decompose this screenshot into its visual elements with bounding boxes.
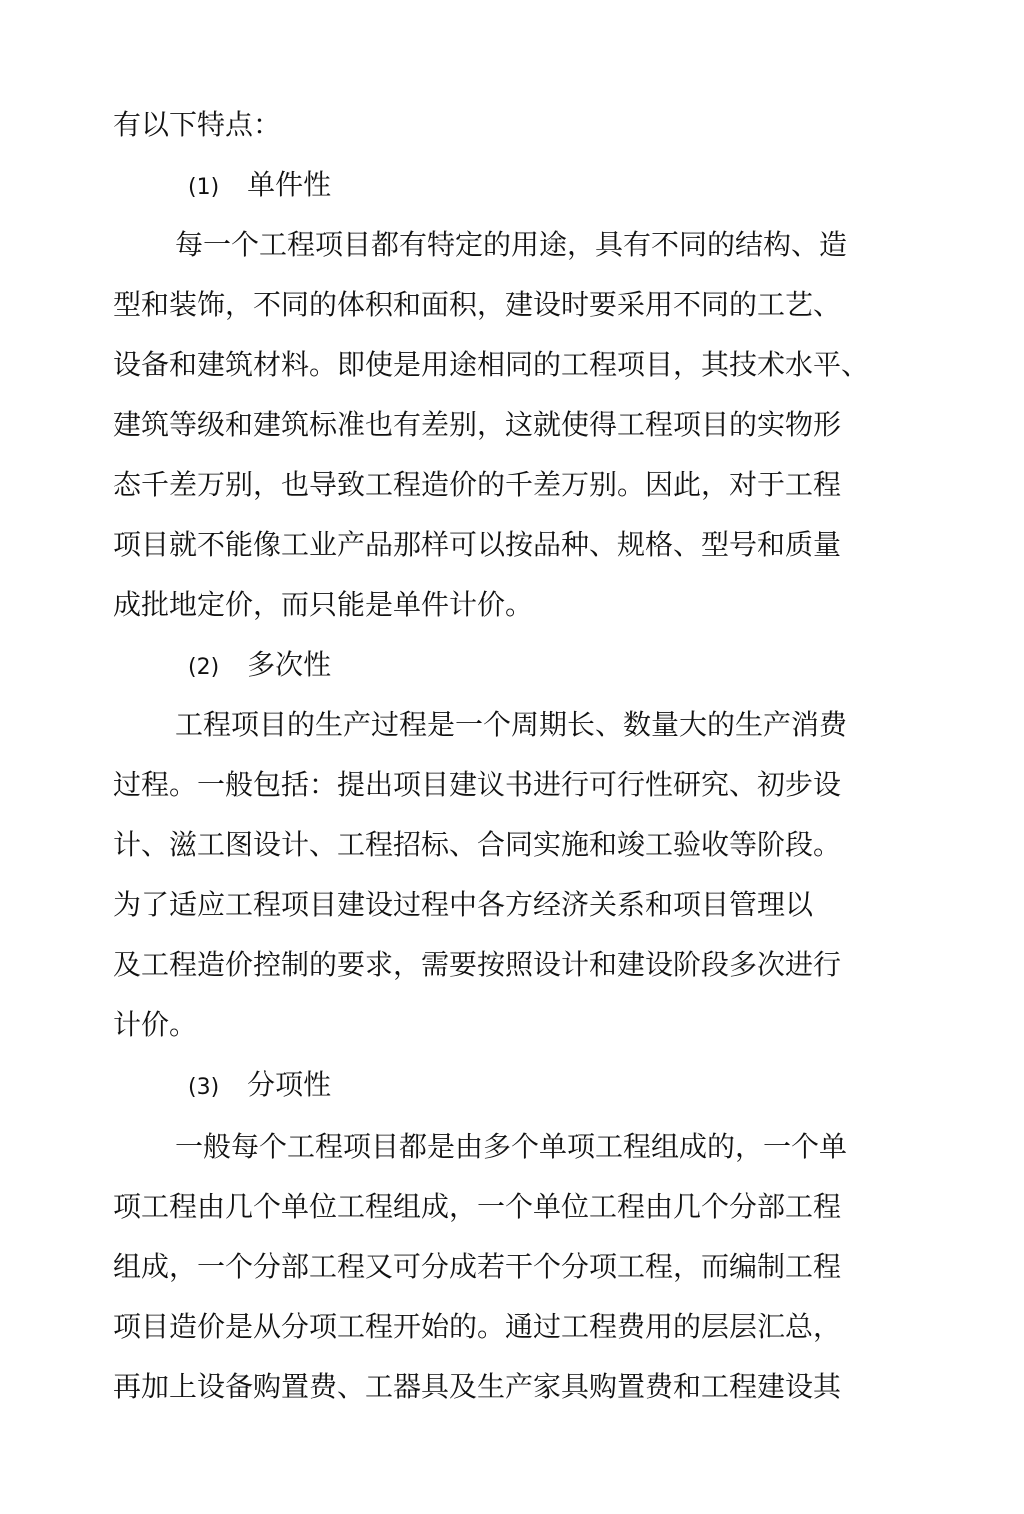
section-title: 单件性 (247, 168, 332, 201)
intro-line: 有以下特点： (113, 108, 282, 141)
paragraph-line: 项目造价是从分项工程开始的。通过工程费用的层层汇总， (113, 1310, 842, 1343)
section-heading-3 (188, 1065, 331, 1108)
section-heading-1 (188, 165, 331, 208)
paragraph-line: 工程项目的生产过程是一个周期长、数量大的生产消费 (175, 708, 848, 741)
paragraph-line: 为了适应工程项目建设过程中各方经济关系和项目管理以 (113, 888, 814, 921)
paragraph-line: 再加上设备购置费、工器具及生产家具购置费和工程建设其 (113, 1370, 842, 1403)
section-number: (3) (188, 1075, 220, 1100)
paragraph-line: 每一个工程项目都有特定的用途，具有不同的结构、造 (175, 228, 848, 261)
paragraph-line: 项工程由几个单位工程组成，一个单位工程由几个分部工程 (113, 1190, 842, 1223)
paragraph-line: 态千差万别，也导致工程造价的千差万别。因此，对于工程 (113, 468, 842, 501)
section-number: (2) (188, 655, 220, 680)
paragraph-line: 一般每个工程项目都是由多个单项工程组成的，一个单 (175, 1130, 848, 1163)
section-title: 分项性 (247, 1068, 332, 1101)
paragraph-line: 项目就不能像工业产品那样可以按品种、规格、型号和质量 (113, 528, 842, 561)
paragraph-line: 过程。一般包括：提出项目建议书进行可行性研究、初步设 (113, 768, 842, 801)
paragraph-line: 计价。 (113, 1008, 198, 1041)
paragraph-line: 型和装饰，不同的体积和面积，建设时要采用不同的工艺、 (113, 288, 842, 321)
paragraph-line: 成批地定价，而只能是单件计价。 (113, 588, 534, 621)
section-heading-2 (188, 645, 331, 688)
paragraph-line: 计、滋工图设计、工程招标、合同实施和竣工验收等阶段。 (113, 828, 842, 861)
section-title: 多次性 (247, 648, 332, 681)
paragraph-line: 及工程造价控制的要求，需要按照设计和建设阶段多次进行 (113, 948, 842, 981)
section-number: (1) (188, 175, 220, 200)
paragraph-line: 建筑等级和建筑标准也有差别，这就使得工程项目的实物形 (113, 408, 842, 441)
paragraph-line: 设备和建筑材料。即使是用途相同的工程项目，其技术水平、 (113, 348, 870, 381)
paragraph-line: 组成，一个分部工程又可分成若干个分项工程，而编制工程 (113, 1250, 842, 1283)
